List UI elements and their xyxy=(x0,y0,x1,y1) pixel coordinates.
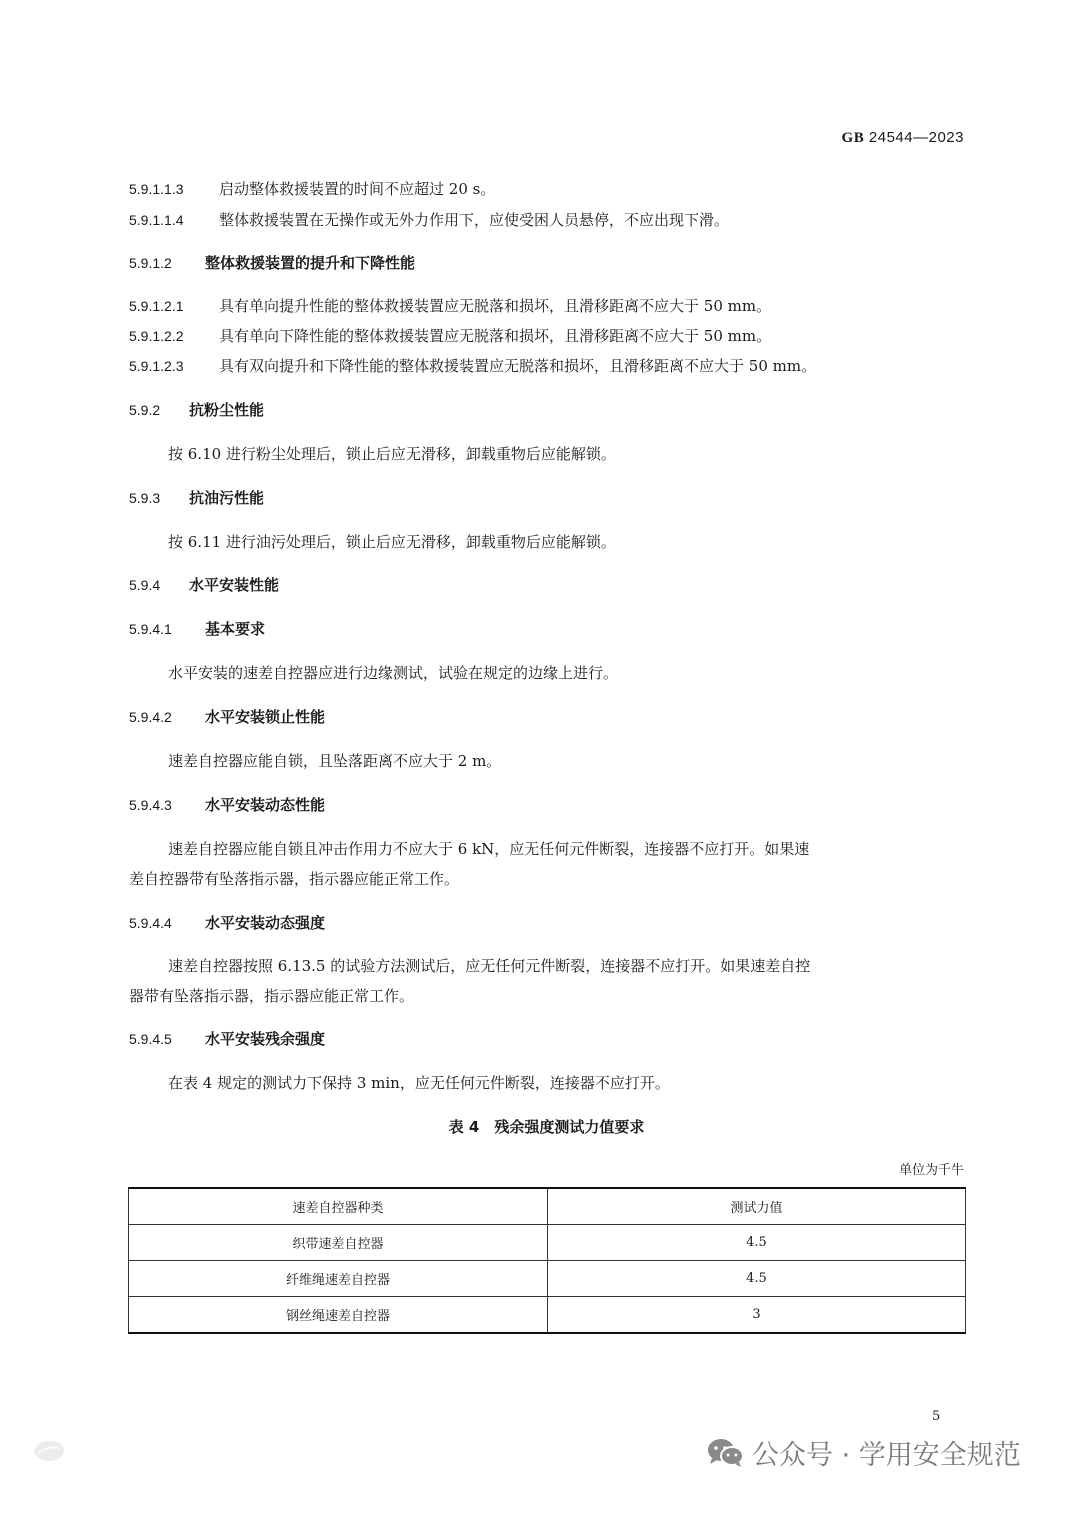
heading-text: 抗油污性能 xyxy=(189,489,265,507)
clause-5-9-1-2-3 xyxy=(129,356,816,376)
heading-5-9-2 xyxy=(129,400,264,420)
standard-code: GB 24544—2023 xyxy=(841,129,964,146)
clause-number: 5.9.2 xyxy=(129,402,161,418)
clause-number: 5.9.4 xyxy=(129,577,161,593)
watermark-text: 公众号 · 学用安全规范 xyxy=(752,1440,1021,1471)
table-cell: 纤维绳速差自控器 xyxy=(129,1261,548,1297)
table-cell: 织带速差自控器 xyxy=(129,1225,548,1261)
clause-number: 5.9.4.4 xyxy=(129,915,172,931)
heading-5-9-3 xyxy=(129,488,264,508)
clause-number: 5.9.1.2.3 xyxy=(129,358,184,374)
clause-number: 5.9.4.2 xyxy=(129,709,172,725)
paragraph: 速差自控器按照 6.13.5 的试验方法测试后，应无任何元件断裂，连接器不应打开。如果速差自控 xyxy=(168,957,811,975)
heading-5-9-4-2 xyxy=(129,707,325,727)
heading-text: 水平安装性能 xyxy=(189,576,280,594)
paragraph: 水平安装的速差自控器应进行边缘测试，试验在规定的边缘上进行。 xyxy=(168,664,619,682)
column-header: 测试力值 xyxy=(548,1188,966,1225)
heading-5-9-4 xyxy=(129,575,279,595)
heading-text: 整体救援装置的提升和下降性能 xyxy=(205,254,416,272)
heading-text: 水平安装残余强度 xyxy=(205,1030,326,1048)
page-number: 5 xyxy=(932,1409,941,1424)
heading-text: 水平安装动态性能 xyxy=(205,796,326,814)
heading-5-9-4-3 xyxy=(129,795,325,815)
table-header-row xyxy=(129,1188,966,1225)
clause-5-9-1-1-3 xyxy=(129,179,495,199)
clause-number: 5.9.4.3 xyxy=(129,797,172,813)
heading-text: 抗粉尘性能 xyxy=(189,401,265,419)
table-cell: 3 xyxy=(548,1297,966,1334)
clause-number: 5.9.3 xyxy=(129,490,161,506)
heading-5-9-4-5 xyxy=(129,1029,325,1049)
paragraph: 按 6.11 进行油污处理后，锁止后应无滑移，卸载重物后应能解锁。 xyxy=(168,533,616,551)
heading-text: 水平安装动态强度 xyxy=(205,914,326,932)
sac-logo-icon xyxy=(32,1438,66,1464)
paragraph: 在表 4 规定的测试力下保持 3 min，应无任何元件断裂，连接器不应打开。 xyxy=(168,1074,670,1092)
table-title: 表 4 残余强度测试力值要求 xyxy=(448,1118,645,1136)
column-header: 速差自控器种类 xyxy=(129,1188,548,1225)
paragraph: 速差自控器应能自锁，且坠落距离不应大于 2 m。 xyxy=(168,752,502,770)
paragraph: 按 6.10 进行粉尘处理后，锁止后应无滑移，卸载重物后应能解锁。 xyxy=(168,445,616,463)
clause-5-9-1-1-4 xyxy=(129,210,729,230)
clause-text: 具有单向下降性能的整体救援装置应无脱落和损坏，且滑移距离不应大于 50 mm。 xyxy=(219,327,772,345)
heading-5-9-1-2 xyxy=(129,253,415,273)
table-row xyxy=(129,1261,966,1297)
wechat-icon xyxy=(706,1437,744,1469)
clause-number: 5.9.1.1.4 xyxy=(129,212,184,228)
clause-5-9-1-2-1 xyxy=(129,296,771,316)
watermark xyxy=(706,1433,1021,1472)
paragraph-continuation: 器带有坠落指示器，指示器应能正常工作。 xyxy=(129,987,415,1005)
table-row xyxy=(129,1297,966,1334)
heading-5-9-4-1 xyxy=(129,619,265,639)
clause-text: 启动整体救援装置的时间不应超过 20 s。 xyxy=(219,180,496,198)
clause-text: 具有双向提升和下降性能的整体救援装置应无脱落和损坏，且滑移距离不应大于 50 mm。 xyxy=(219,357,817,375)
clause-5-9-1-2-2 xyxy=(129,326,771,346)
heading-text: 基本要求 xyxy=(205,620,266,638)
table-row xyxy=(129,1225,966,1261)
heading-text: 水平安装锁止性能 xyxy=(205,708,326,726)
paragraph-continuation: 差自控器带有坠落指示器，指示器应能正常工作。 xyxy=(129,870,460,888)
table-cell: 4.5 xyxy=(548,1261,966,1297)
table-cell: 钢丝绳速差自控器 xyxy=(129,1297,548,1334)
clause-number: 5.9.1.1.3 xyxy=(129,181,184,197)
clause-text: 整体救援装置在无操作或无外力作用下，应使受困人员悬停，不应出现下滑。 xyxy=(219,211,730,229)
clause-number: 5.9.1.2 xyxy=(129,255,172,271)
paragraph: 速差自控器应能自锁且冲击作用力不应大于 6 kN，应无任何元件断裂，连接器不应打开。如果速 xyxy=(168,840,810,858)
clause-number: 5.9.4.5 xyxy=(129,1031,172,1047)
table-cell: 4.5 xyxy=(548,1225,966,1261)
clause-number: 5.9.1.2.1 xyxy=(129,298,184,314)
heading-5-9-4-4 xyxy=(129,913,325,933)
clause-number: 5.9.1.2.2 xyxy=(129,328,184,344)
clause-text: 具有单向提升性能的整体救援装置应无脱落和损坏，且滑移距离不应大于 50 mm。 xyxy=(219,297,772,315)
residual-strength-table xyxy=(128,1187,966,1334)
clause-number: 5.9.4.1 xyxy=(129,621,172,637)
table-unit: 单位为千牛 xyxy=(898,1163,964,1178)
